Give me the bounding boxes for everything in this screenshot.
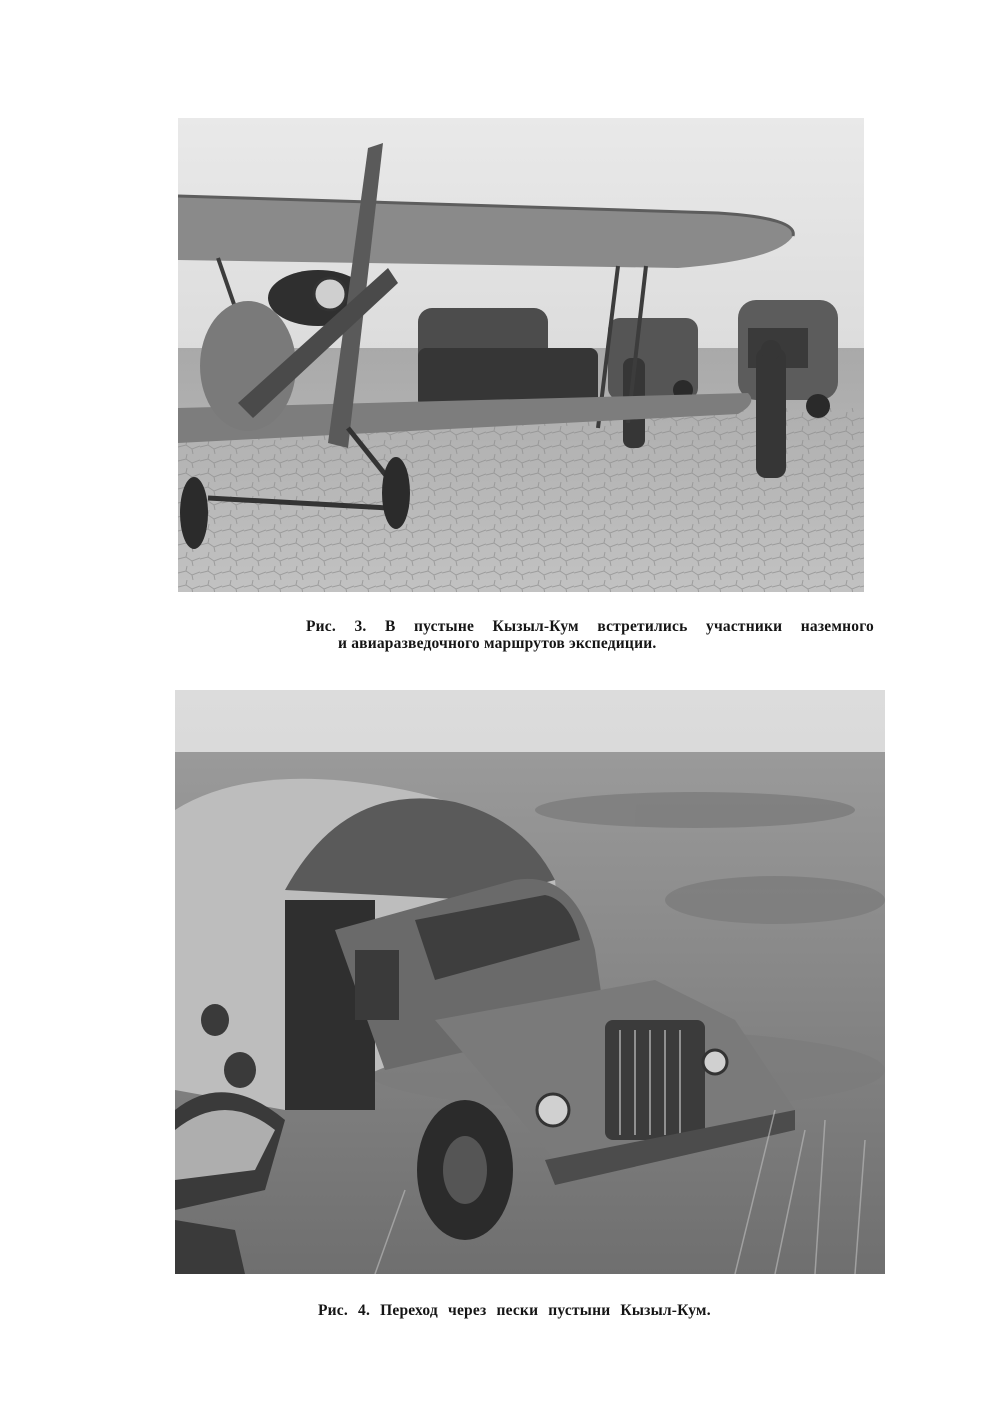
figure-4-photo (175, 690, 885, 1274)
figure-3-caption-line-2: и авиаразведочного маршрутов экспедиции. (338, 635, 657, 652)
figure-3-caption-line-1: Рис. 3. В пустыне Кызыл-Кум встретились участники наземного (306, 618, 874, 635)
truck-photo-graphic (175, 690, 885, 1274)
figure-3-photo (178, 118, 864, 592)
biplane-photo-graphic (178, 118, 864, 592)
figure-3-caption (306, 618, 874, 652)
figure-4-caption: Рис. 4. Переход через пески пустыни Кызыл-Кум. (318, 1302, 711, 1319)
